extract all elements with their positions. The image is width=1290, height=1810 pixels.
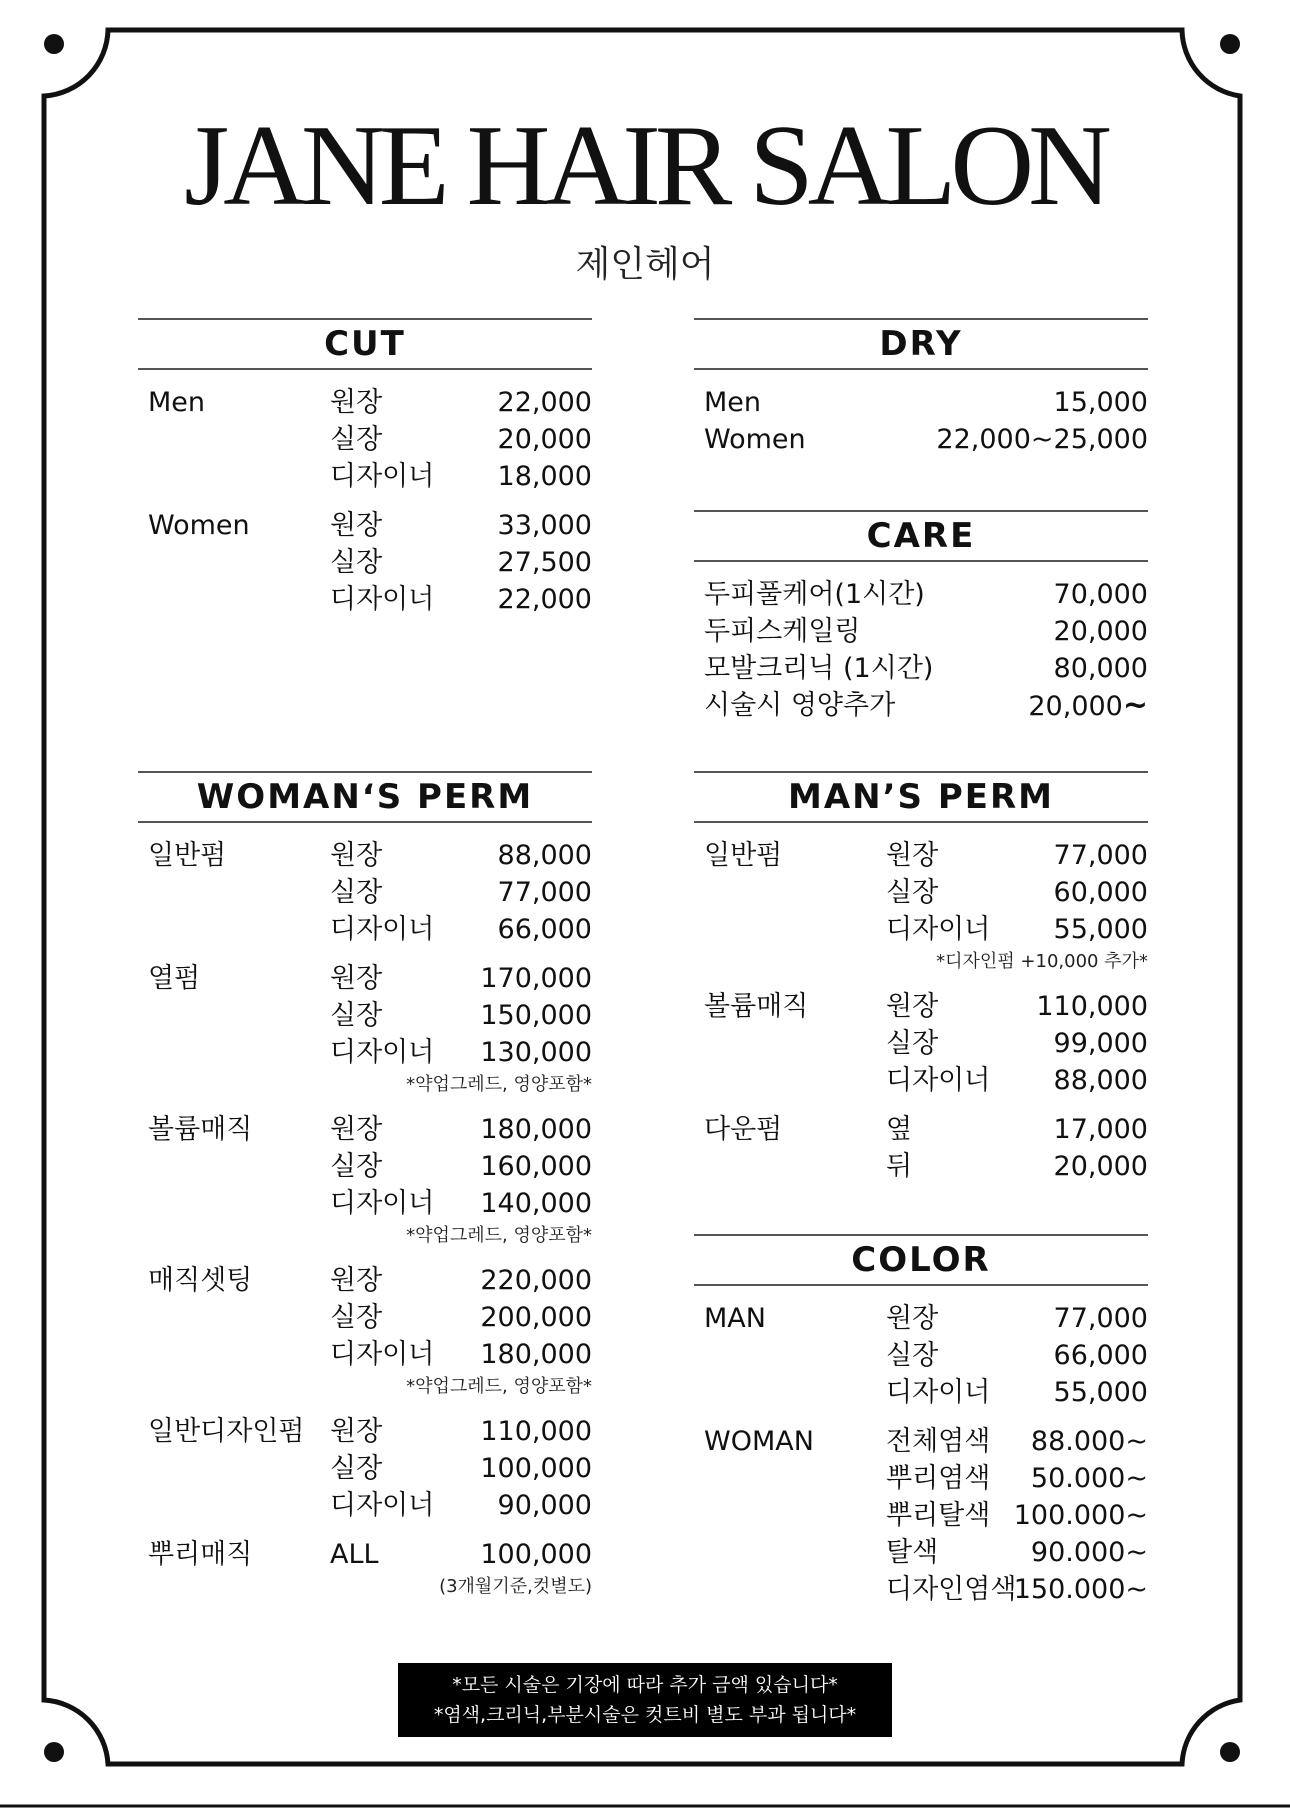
grade-label: 실장 (886, 1028, 939, 1059)
cut-heading: CUT (138, 318, 592, 370)
grade-label: 뿌리탈색 (886, 1500, 991, 1531)
price-row (694, 837, 1148, 874)
grade-label: 디자이너 (330, 1339, 435, 1370)
mans-perm-normal-group (694, 837, 1148, 976)
price-row (694, 911, 1148, 948)
price-row (694, 1337, 1148, 1374)
category-label: 일반디자인펌 (148, 1416, 305, 1447)
corner-dot (44, 1742, 64, 1762)
grade-label: 실장 (330, 1302, 383, 1333)
salon-subtitle: 제인헤어 (575, 244, 715, 285)
price-row (138, 911, 592, 948)
price-row (138, 458, 592, 495)
price-row (138, 960, 592, 997)
price-row (694, 988, 1148, 1025)
grade-label: 디자이너 (330, 914, 435, 945)
grade-label: 원장 (330, 1416, 383, 1447)
grade-label: 원장 (330, 1114, 383, 1145)
grade-label: 디자이너 (886, 1065, 991, 1096)
price-row (694, 1423, 1148, 1460)
dry-heading: DRY (694, 318, 1148, 370)
price: 220,000 (480, 1265, 592, 1296)
price: 55,000 (1053, 914, 1148, 945)
price-row (138, 1148, 592, 1185)
grade-label: 실장 (330, 877, 383, 908)
grade-label: 디자이너 (330, 1037, 435, 1068)
grade-label: 전체염색 (886, 1426, 991, 1457)
price: 27,500 (497, 547, 592, 578)
category-label: 뿌리매직 (148, 1539, 253, 1570)
price-note: *약업그레드, 영양포함* (406, 1225, 592, 1246)
price-note: *약업그레드, 영양포함* (406, 1074, 592, 1095)
notice-line: *모든 시술은 기장에 따라 추가 금액 있습니다* (452, 1674, 838, 1696)
price: 77,000 (1053, 840, 1148, 871)
price: 100,000 (480, 1539, 592, 1570)
price: 170,000 (480, 963, 592, 994)
price-row (694, 1025, 1148, 1062)
service-label: 모발크리닉 (1시간) (704, 653, 934, 684)
price-row (694, 1374, 1148, 1411)
grade-label: 원장 (330, 510, 383, 541)
grade-label: 디자인염색 (886, 1574, 1017, 1605)
category-label: Men (148, 387, 206, 418)
grade-label: 원장 (886, 991, 939, 1022)
corner-dot (44, 34, 64, 54)
service-label: 두피스케일링 (704, 616, 861, 647)
price: 160,000 (480, 1151, 592, 1182)
color-heading: COLOR (694, 1234, 1148, 1286)
price-row (694, 1497, 1148, 1534)
price-note: *약업그레드, 영양포함* (406, 1376, 592, 1397)
price-row (138, 507, 592, 544)
corner-dot (1220, 1742, 1240, 1762)
price: 66,000 (497, 914, 592, 945)
price-row (138, 997, 592, 1034)
price-note: (3개월기준,컷별도) (439, 1576, 592, 1597)
price-row (694, 576, 1148, 613)
price: 110,000 (1036, 991, 1148, 1022)
price-row (138, 1487, 592, 1524)
price: 20,000 (497, 424, 592, 455)
cut-men-group (138, 384, 592, 495)
price: 88.000~ (1030, 1426, 1148, 1457)
grade-label: 디자이너 (330, 584, 435, 615)
category-label: Men (704, 387, 762, 418)
care-section (694, 510, 1148, 724)
cut-section (138, 318, 592, 630)
price: 17,000 (1053, 1114, 1148, 1145)
price: 180,000 (480, 1339, 592, 1370)
price-row (694, 1571, 1148, 1608)
price-row (138, 1299, 592, 1336)
price: 88,000 (497, 840, 592, 871)
price: 110,000 (480, 1416, 592, 1447)
price-value: 20,000 (1028, 691, 1123, 722)
price: 88,000 (1053, 1065, 1148, 1096)
price-row (138, 1262, 592, 1299)
price: 18,000 (497, 461, 592, 492)
price-row (694, 1300, 1148, 1337)
womans-perm-section (138, 771, 592, 1613)
price: 60,000 (1053, 877, 1148, 908)
price-row (694, 650, 1148, 687)
price: 20,000 (1053, 616, 1148, 647)
grade-label: 실장 (330, 1151, 383, 1182)
grade-label: 실장 (886, 1340, 939, 1371)
corner-dot (1220, 34, 1240, 54)
price: 150,000 (480, 1000, 592, 1031)
price: 99,000 (1053, 1028, 1148, 1059)
grade-label: 뒤 (886, 1151, 913, 1182)
price-row (138, 874, 592, 911)
salon-title: JANE HAIR SALON (184, 102, 1106, 230)
womans-perm-design-group (138, 1413, 592, 1524)
price: 22,000~25,000 (936, 424, 1148, 455)
category-label: 볼륨매직 (148, 1114, 253, 1145)
womans-perm-magic-group (138, 1262, 592, 1401)
price-row (694, 874, 1148, 911)
price-row (694, 384, 1148, 421)
price: 22,000 (497, 387, 592, 418)
price-row (694, 687, 1148, 724)
grade-label: ALL (330, 1539, 379, 1570)
category-label: 일반펌 (148, 840, 227, 871)
category-label: 볼륨매직 (704, 991, 809, 1022)
price-row (694, 1062, 1148, 1099)
grade-label: 디자이너 (330, 1490, 435, 1521)
price (1028, 687, 1148, 725)
grade-label: 실장 (330, 1453, 383, 1484)
price-row (138, 1413, 592, 1450)
price-row (694, 1148, 1148, 1185)
price-row (694, 1111, 1148, 1148)
price-row (138, 1450, 592, 1487)
price-note: *디자인펌 +10,000 추가* (936, 951, 1148, 972)
price: 200,000 (480, 1302, 592, 1333)
category-label: 일반펌 (704, 840, 783, 871)
category-label: 다운펌 (704, 1114, 783, 1145)
price-row (138, 1336, 592, 1373)
price-row (138, 1536, 592, 1573)
price: 20,000 (1053, 1151, 1148, 1182)
grade-label: 디자이너 (886, 914, 991, 945)
grade-label: 실장 (330, 424, 383, 455)
cut-women-group (138, 507, 592, 618)
price-row (138, 837, 592, 874)
category-label: Women (148, 510, 250, 541)
price: 100.000~ (1013, 1500, 1148, 1531)
price: 150.000~ (1013, 1574, 1148, 1605)
grade-label: 원장 (330, 963, 383, 994)
notice-box (398, 1663, 892, 1737)
price: 70,000 (1053, 579, 1148, 610)
grade-label: 실장 (330, 547, 383, 578)
grade-label: 뿌리염색 (886, 1463, 991, 1494)
price-row (138, 1111, 592, 1148)
price-row (694, 421, 1148, 458)
grade-label: 원장 (330, 840, 383, 871)
grade-label: 원장 (330, 387, 383, 418)
category-label: 열펌 (148, 963, 201, 994)
grade-label: 실장 (886, 877, 939, 908)
grade-label: 옆 (886, 1114, 913, 1145)
price-row (138, 1034, 592, 1071)
womans-perm-heading: WOMAN‘S PERM (138, 771, 592, 823)
price-row (138, 1185, 592, 1222)
price-row (138, 544, 592, 581)
price: 66,000 (1053, 1340, 1148, 1371)
mans-perm-section (694, 771, 1148, 1197)
womans-perm-normal-group (138, 837, 592, 948)
color-woman-group (694, 1423, 1148, 1608)
category-label: WOMAN (704, 1426, 814, 1457)
service-label: 시술시 영양추가 (704, 690, 896, 721)
price: 15,000 (1053, 387, 1148, 418)
category-label: Women (704, 424, 806, 455)
grade-label: 원장 (886, 840, 939, 871)
price-row (694, 1460, 1148, 1497)
mans-perm-down-group (694, 1111, 1148, 1185)
price: 77,000 (497, 877, 592, 908)
price: 50.000~ (1030, 1463, 1148, 1494)
color-section (694, 1234, 1148, 1620)
price-row (138, 421, 592, 458)
price-row (694, 613, 1148, 650)
price-row (694, 1534, 1148, 1571)
price: 180,000 (480, 1114, 592, 1145)
grade-label: 원장 (330, 1265, 383, 1296)
womans-perm-heat-group (138, 960, 592, 1099)
womans-perm-volume-group (138, 1111, 592, 1250)
grade-label: 디자이너 (330, 1188, 435, 1219)
price-row (138, 581, 592, 618)
notice-line: *염색,크리닉,부분시술은 컷트비 별도 부과 됩니다* (433, 1704, 857, 1726)
price-row (138, 384, 592, 421)
grade-label: 원장 (886, 1303, 939, 1334)
price: 140,000 (480, 1188, 592, 1219)
price: 33,000 (497, 510, 592, 541)
price: 90.000~ (1030, 1537, 1148, 1568)
price: 77,000 (1053, 1303, 1148, 1334)
grade-label: 디자이너 (330, 461, 435, 492)
grade-label: 탈색 (886, 1537, 939, 1568)
grade-label: 실장 (330, 1000, 383, 1031)
color-man-group (694, 1300, 1148, 1411)
dry-section (694, 318, 1148, 458)
price: 130,000 (480, 1037, 592, 1068)
care-heading: CARE (694, 510, 1148, 562)
price: 55,000 (1053, 1377, 1148, 1408)
mans-perm-heading: MAN’S PERM (694, 771, 1148, 823)
price: 22,000 (497, 584, 592, 615)
tilde-mark: ~ (1122, 688, 1148, 723)
mans-perm-volume-group (694, 988, 1148, 1099)
price: 90,000 (497, 1490, 592, 1521)
category-label: 매직셋팅 (148, 1265, 253, 1296)
service-label: 두피풀케어(1시간) (704, 579, 925, 610)
womans-perm-root-group (138, 1536, 592, 1601)
price: 100,000 (480, 1453, 592, 1484)
price: 80,000 (1053, 653, 1148, 684)
grade-label: 디자이너 (886, 1377, 991, 1408)
category-label: MAN (704, 1303, 766, 1334)
